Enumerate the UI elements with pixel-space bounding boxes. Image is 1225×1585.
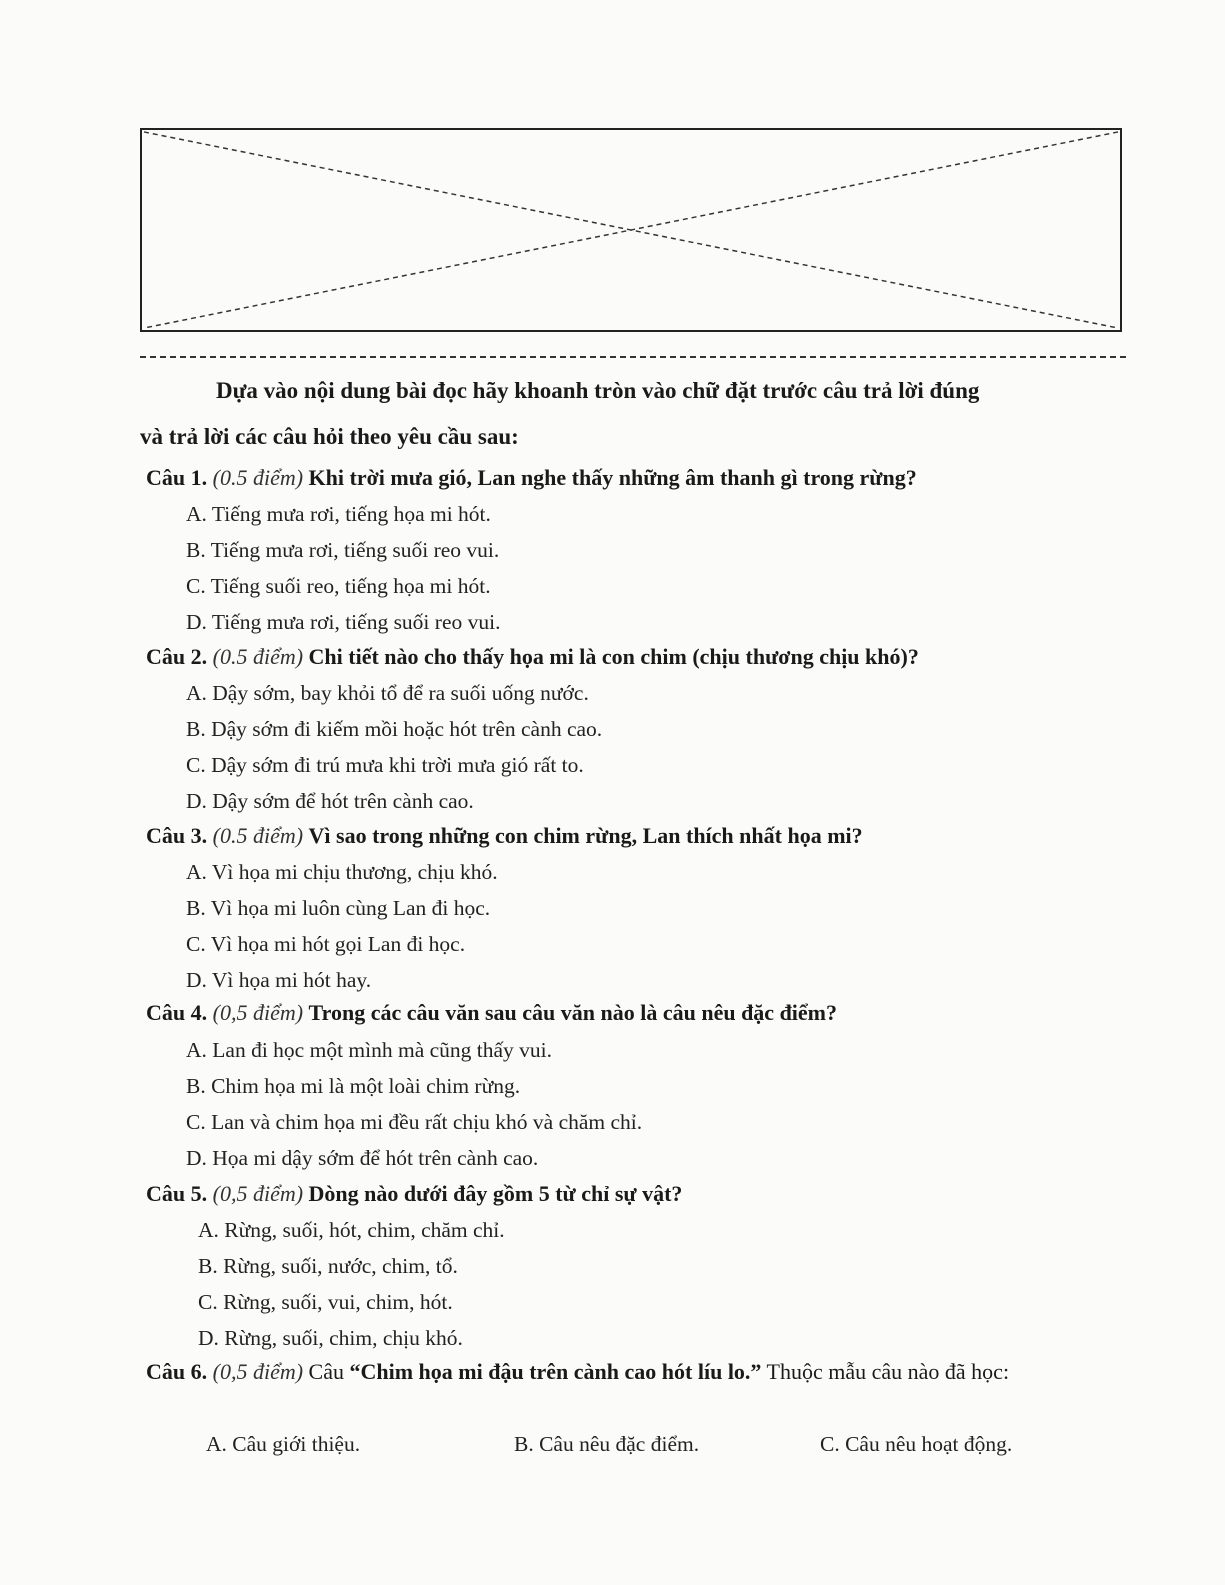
question-3 [146, 821, 1136, 851]
instructions-line-1: Dựa vào nội dung bài đọc hãy khoanh tròn vào chữ đặt trước câu trả lời đúng [216, 378, 980, 403]
question-5 [146, 1179, 1136, 1209]
question-points: (0.5 điểm) [212, 465, 304, 490]
option-3a[interactable]: A. Vì họa mi chịu thương, chịu khó. [186, 860, 498, 884]
instructions-line-2: và trả lời các câu hỏi theo yêu cầu sau: [140, 424, 519, 449]
option-6c[interactable]: C. Câu nêu hoạt động. [820, 1432, 1013, 1456]
question-points: (0,5 điểm) [212, 1000, 304, 1025]
question-suffix: Thuộc mẫu câu nào đã học: [766, 1359, 1010, 1384]
question-text: Vì sao trong những con chim rừng, Lan thích nhất họa mi? [308, 823, 863, 848]
option-5d[interactable]: D. Rừng, suối, chim, chịu khó. [198, 1326, 463, 1350]
cross-out-mark [142, 130, 1120, 330]
question-text: Khi trời mưa gió, Lan nghe thấy những âm thanh gì trong rừng? [308, 465, 917, 490]
option-2c[interactable]: C. Dậy sớm đi trú mưa khi trời mưa gió rất to. [186, 753, 584, 777]
question-number: Câu 6. [146, 1359, 208, 1384]
question-prefix: Câu [308, 1359, 344, 1384]
option-1c[interactable]: C. Tiếng suối reo, tiếng họa mi hót. [186, 574, 491, 598]
option-1d[interactable]: D. Tiếng mưa rơi, tiếng suối reo vui. [186, 610, 501, 634]
question-quote: “Chim họa mi đậu trên cành cao hót líu lo.” [349, 1359, 762, 1384]
question-number: Câu 2. [146, 644, 208, 669]
option-4b[interactable]: B. Chim họa mi là một loài chim rừng. [186, 1074, 521, 1098]
question-number: Câu 5. [146, 1181, 208, 1206]
question-text: Trong các câu văn sau câu văn nào là câu nêu đặc điểm? [308, 1000, 838, 1025]
question-number: Câu 4. [146, 1000, 208, 1025]
option-6b[interactable]: B. Câu nêu đặc điểm. [514, 1432, 700, 1456]
question-points: (0.5 điểm) [212, 644, 304, 669]
option-5c[interactable]: C. Rừng, suối, vui, chim, hót. [198, 1290, 453, 1314]
option-3d[interactable]: D. Vì họa mi hót hay. [186, 968, 372, 992]
question-points: (0,5 điểm) [212, 1181, 304, 1206]
option-2d[interactable]: D. Dậy sớm để hót trên cành cao. [186, 789, 474, 813]
option-6a[interactable]: A. Câu giới thiệu. [206, 1432, 361, 1456]
question-4 [146, 998, 1136, 1028]
question-number: Câu 3. [146, 823, 208, 848]
option-3c[interactable]: C. Vì họa mi hót gọi Lan đi học. [186, 932, 466, 956]
question-number: Câu 1. [146, 465, 208, 490]
question-text: Dòng nào dưới đây gồm 5 từ chỉ sự vật? [308, 1181, 683, 1206]
option-4c[interactable]: C. Lan và chim họa mi đều rất chịu khó và chăm chỉ. [186, 1110, 643, 1134]
dashed-separator [140, 356, 1126, 358]
question-text: Chi tiết nào cho thấy họa mi là con chim (chịu thương chịu khó)? [308, 644, 919, 669]
question-6 [146, 1352, 1136, 1392]
redacted-header-box [140, 128, 1122, 332]
option-4d[interactable]: D. Họa mi dậy sớm để hót trên cành cao. [186, 1146, 539, 1170]
question-points: (0.5 điểm) [212, 823, 304, 848]
question-2 [146, 642, 1136, 672]
question-points: (0,5 điểm) [212, 1359, 304, 1384]
option-1b[interactable]: B. Tiếng mưa rơi, tiếng suối reo vui. [186, 538, 500, 562]
option-4a[interactable]: A. Lan đi học một mình mà cũng thấy vui. [186, 1038, 553, 1062]
option-5a[interactable]: A. Rừng, suối, hót, chim, chăm chỉ. [198, 1218, 505, 1242]
option-2a[interactable]: A. Dậy sớm, bay khỏi tổ để ra suối uống nước. [186, 681, 589, 705]
option-3b[interactable]: B. Vì họa mi luôn cùng Lan đi học. [186, 896, 491, 920]
option-5b[interactable]: B. Rừng, suối, nước, chim, tổ. [198, 1254, 458, 1278]
option-2b[interactable]: B. Dậy sớm đi kiếm mồi hoặc hót trên cành cao. [186, 717, 603, 741]
instructions [140, 368, 1130, 460]
option-1a[interactable]: A. Tiếng mưa rơi, tiếng họa mi hót. [186, 502, 491, 526]
question-1 [146, 463, 1136, 493]
